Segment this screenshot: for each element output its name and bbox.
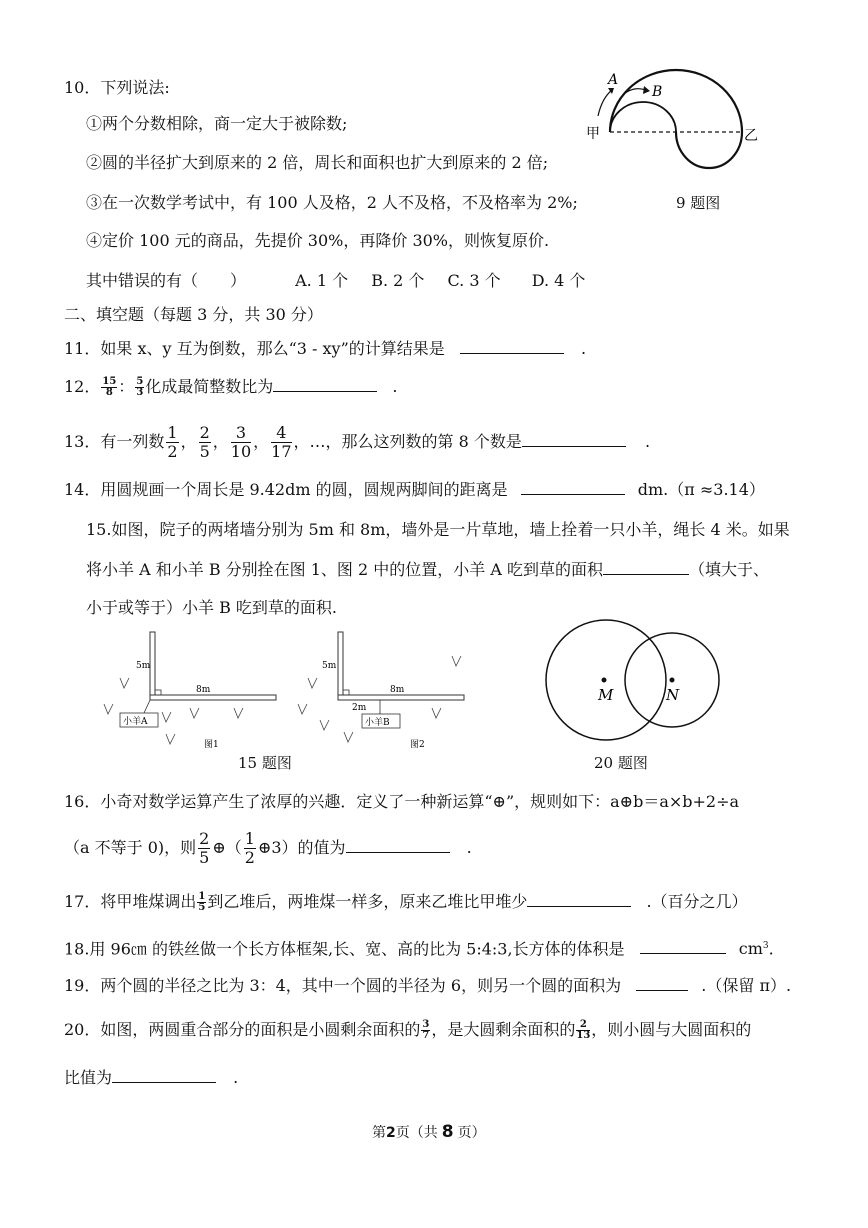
- q11-period: .: [580, 339, 587, 358]
- q10-statement-1: ①两个分数相除，商一定大于被除数;: [86, 114, 348, 133]
- q10-question: [86, 271, 585, 291]
- q18-unit-exponent: 3: [762, 941, 769, 951]
- page-footer: 第2页（共 8 页）: [372, 1122, 486, 1142]
- q13-fraction-3: $\frac{3}{10}$: [230, 423, 252, 461]
- q16-fraction-2: $\frac{1}{2}$: [244, 829, 255, 867]
- q20-text-3: ，则小圆与大圆面积的: [591, 1020, 752, 1039]
- q20-line-2: [64, 1068, 238, 1088]
- q12: [64, 372, 397, 402]
- q10-statement-3: ③在一次数学考试中，有 100 人及格，2 人不及格，不及格率为 2%;: [86, 193, 578, 212]
- q13-period: .: [644, 432, 651, 451]
- q13-fraction-4: $\frac{4}{17}$: [271, 423, 292, 461]
- fig15-width-label-1: 8m: [196, 685, 211, 695]
- fig9-caption: 9 题图: [676, 194, 721, 212]
- q12-answer-blank[interactable]: [273, 377, 377, 392]
- fig9-label-b: B: [652, 84, 663, 100]
- fig9-label-left: 甲: [586, 126, 600, 142]
- q12-fraction-2: $\frac{5}{3}$: [136, 376, 144, 398]
- q15-line-3: 小于或等于）小羊 B 吃到草的面积.: [86, 598, 338, 617]
- fig15-fig1-label: 图1: [204, 740, 219, 750]
- q20-period: .: [233, 1068, 239, 1087]
- q19: [64, 976, 791, 996]
- q13-answer-blank[interactable]: [522, 432, 626, 447]
- fig9-label-right: 乙: [744, 128, 758, 144]
- fig9-label-a: A: [608, 72, 619, 88]
- fig20-diagram: [536, 618, 736, 750]
- fig15-panel-2: [298, 632, 464, 750]
- q17-answer-blank[interactable]: [527, 892, 631, 907]
- q10-option-c: C. 3 个: [447, 271, 501, 290]
- q16-line-2: [64, 826, 472, 870]
- q20-text: 20．如图，两圆重合部分的面积是小圆剩余面积的: [64, 1020, 421, 1039]
- q16-answer-blank[interactable]: [346, 838, 450, 853]
- q14-answer-blank[interactable]: [521, 480, 625, 495]
- q20-fraction-2: $\frac{2}{13}$: [576, 1019, 591, 1041]
- fig20-caption: 20 题图: [594, 754, 648, 772]
- q12-colon: ：: [118, 377, 135, 396]
- q10-stem: 10．下列说法:: [64, 78, 170, 97]
- q16-text: （a 不等于 0)，则: [64, 838, 197, 857]
- q13-text: ，…，那么这列数的第 8 个数是: [293, 432, 522, 451]
- q15-text: 将小羊 A 和小羊 B 分别拴在图 1、图 2 中的位置，小羊 A 吃到草的面积: [86, 560, 604, 579]
- q11-answer-blank[interactable]: [460, 339, 564, 354]
- q20-text-4: 比值为: [64, 1068, 113, 1087]
- q18-unit: cm: [738, 939, 763, 959]
- q20-text-2: ，是大圆剩余面积的: [431, 1020, 576, 1039]
- q18-period: .: [768, 939, 774, 959]
- fig15-diagram: [100, 628, 480, 756]
- fig15-height-label-2: 5m: [322, 661, 337, 671]
- fig15-panel-1: [104, 632, 276, 750]
- q16-fraction-1: $\frac{2}{5}$: [199, 829, 210, 867]
- q14: [64, 480, 765, 500]
- fig15-sheep-a: 小羊A: [123, 717, 148, 727]
- q13: 13．有一列数 $\frac{1}{2}$ ， $\frac{2}{5}$ ， $\frac{3}{10}$ ， $\frac{4}{17}$ ，…，那么这列数的第 8 个数是 .: [64, 423, 651, 461]
- q10-option-a: A. 1 个: [295, 271, 349, 290]
- fig9-diagram: [580, 60, 780, 190]
- fig15-rope-label: 2m: [352, 703, 367, 713]
- q12-text: 化成最简整数比为: [145, 377, 274, 396]
- q16-operator: ⊕（: [212, 838, 242, 857]
- fig15-caption: 15 题图: [238, 754, 292, 772]
- q16-tail: ⊕3）的值为: [257, 838, 346, 857]
- q19-answer-blank[interactable]: [636, 976, 688, 991]
- q18: [64, 936, 774, 959]
- fig15-sheep-b: 小羊B: [365, 718, 390, 728]
- q19-hint: .（保留 π）.: [701, 976, 792, 995]
- page-total: 8: [441, 1122, 454, 1142]
- q18-answer-blank[interactable]: [640, 939, 726, 954]
- q13-fraction-1: $\frac{1}{2}$: [167, 423, 178, 461]
- fig15-fig2-label: 图2: [410, 740, 425, 750]
- fig15-height-label-1: 5m: [136, 661, 151, 671]
- q15-hint: （填大于、: [689, 560, 770, 579]
- q12-number: 12．: [64, 377, 101, 396]
- q14-text: 14．用圆规画一个周长是 9.42dm 的圆，圆规两脚间的距离是: [64, 480, 508, 499]
- q10-statement-4: ④定价 100 元的商品，先提价 30%，再降价 30%，则恢复原价.: [86, 231, 550, 250]
- q17: [64, 888, 748, 916]
- q16-period: .: [466, 838, 472, 857]
- q20-line-1: [64, 1016, 751, 1044]
- q14-unit: dm.（π ≈3.14）: [637, 480, 765, 499]
- q12-period: .: [392, 377, 398, 396]
- q15-line-1: 15.如图，院子的两堵墙分别为 5m 和 8m，墙外是一片草地，墙上拴着一只小羊，绳长 4 米。如果: [86, 520, 790, 539]
- fig15-width-label-2: 8m: [390, 685, 405, 695]
- q15-line-2: [86, 560, 769, 580]
- q11-text: 11．如果 x、y 互为倒数，那么“3 - xy”的计算结果是: [64, 339, 445, 358]
- q19-text: 19．两个圆的半径之比为 3：4，其中一个圆的半径为 6，则另一个圆的面积为: [64, 976, 622, 995]
- q17-text-2: 到乙堆后，两堆煤一样多，原来乙堆比甲堆少: [207, 892, 528, 911]
- q16-line-1: 16．小奇对数学运算产生了浓厚的兴趣．定义了一种新运算“⊕”，规则如下：a⊕b＝a×b+2÷a: [64, 792, 740, 811]
- q12-fraction-1: $\frac{15}{8}$: [102, 376, 117, 398]
- q17-hint: .（百分之几）: [646, 892, 748, 911]
- q18-text: 18.用 96㎝ 的铁丝做一个长方体框架,长、宽、高的比为 5:4:3,长方体的体积是: [64, 939, 625, 959]
- q10-option-d: D. 4 个: [531, 271, 586, 290]
- q17-text: 17．将甲堆煤调出: [64, 892, 197, 911]
- q20-answer-blank[interactable]: [112, 1068, 216, 1083]
- q17-fraction: $\frac{1}{5}$: [198, 891, 206, 913]
- q20-fraction-1: $\frac{3}{7}$: [422, 1019, 430, 1041]
- q13-fraction-2: $\frac{2}{5}$: [199, 423, 210, 461]
- q10-option-b: B. 2 个: [371, 271, 425, 290]
- q13-prefix: 13．有一列数: [64, 432, 165, 451]
- q10-statement-2: ②圆的半径扩大到原来的 2 倍，周长和面积也扩大到原来的 2 倍;: [86, 153, 549, 172]
- fig20-label-n: N: [666, 686, 680, 704]
- q15-answer-blank[interactable]: [603, 560, 689, 575]
- section-2-heading: 二、填空题（每题 3 分，共 30 分）: [64, 305, 323, 324]
- page-number: 2: [386, 1125, 396, 1141]
- q11: [64, 339, 586, 359]
- q10-ask: 其中错误的有（ ）: [86, 271, 247, 290]
- fig20-label-m: M: [598, 686, 614, 704]
